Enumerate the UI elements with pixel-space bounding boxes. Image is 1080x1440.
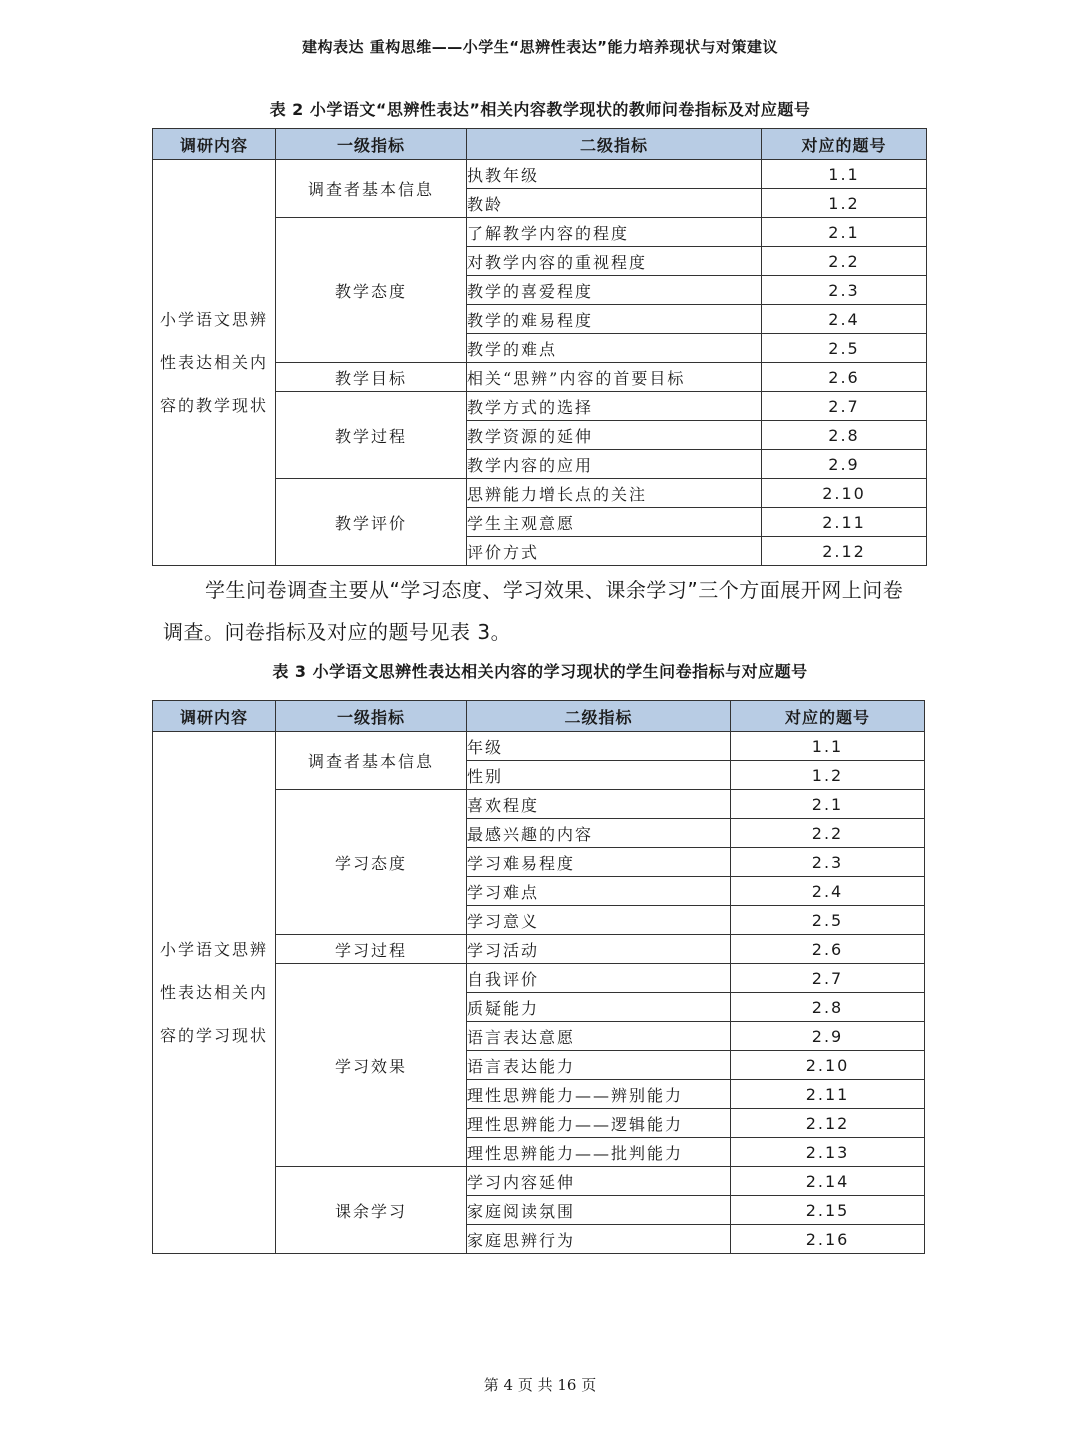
level2-indicator-cell: 教学的难点 bbox=[467, 334, 762, 363]
level1-indicator-cell: 教学态度 bbox=[276, 218, 467, 363]
level2-indicator-cell: 理性思辨能力——辨别能力 bbox=[467, 1080, 731, 1109]
level2-indicator-cell: 教学方式的选择 bbox=[467, 392, 762, 421]
column-header: 调研内容 bbox=[153, 129, 276, 160]
table-row bbox=[153, 732, 925, 761]
column-header: 一级指标 bbox=[276, 701, 467, 732]
column-header: 二级指标 bbox=[467, 129, 762, 160]
level2-indicator-cell: 执教年级 bbox=[467, 160, 762, 189]
table-row bbox=[153, 160, 927, 189]
body-paragraph bbox=[163, 569, 923, 653]
question-number-cell: 2.8 bbox=[762, 421, 927, 450]
level2-indicator-cell: 家庭思辨行为 bbox=[467, 1225, 731, 1254]
question-number-cell: 2.9 bbox=[762, 450, 927, 479]
level1-indicator-cell: 学习过程 bbox=[276, 935, 467, 964]
level1-indicator-cell: 学习效果 bbox=[276, 964, 467, 1167]
question-number-cell: 2.5 bbox=[731, 906, 925, 935]
level2-indicator-cell: 教学内容的应用 bbox=[467, 450, 762, 479]
paragraph-text: 学生问卷调查主要从“学习态度、学习效果、课余学习”三个方面展开网上问卷调查。问卷指标及对应的题号见表 3。 bbox=[163, 578, 904, 644]
level2-indicator-cell: 学习活动 bbox=[467, 935, 731, 964]
question-number-cell: 2.2 bbox=[731, 819, 925, 848]
question-number-cell: 2.10 bbox=[762, 479, 927, 508]
question-number-cell: 2.1 bbox=[731, 790, 925, 819]
level1-indicator-cell: 学习态度 bbox=[276, 790, 467, 935]
level1-indicator-cell: 调查者基本信息 bbox=[276, 160, 467, 218]
level2-indicator-cell: 语言表达意愿 bbox=[467, 1022, 731, 1051]
question-number-cell: 2.7 bbox=[762, 392, 927, 421]
question-number-cell: 2.6 bbox=[762, 363, 927, 392]
table2-caption: 表 2 小学语文“思辨性表达”相关内容教学现状的教师问卷指标及对应题号 bbox=[269, 100, 811, 119]
column-header: 二级指标 bbox=[467, 701, 731, 732]
level2-indicator-cell: 学生主观意愿 bbox=[467, 508, 762, 537]
level2-indicator-cell: 理性思辨能力——批判能力 bbox=[467, 1138, 731, 1167]
level2-indicator-cell: 语言表达能力 bbox=[467, 1051, 731, 1080]
question-number-cell: 2.4 bbox=[731, 877, 925, 906]
column-header: 一级指标 bbox=[276, 129, 467, 160]
question-number-cell: 2.12 bbox=[762, 537, 927, 566]
survey-category-cell: 小学语文思辨性表达相关内容的学习现状 bbox=[153, 732, 276, 1254]
level2-indicator-cell: 了解教学内容的程度 bbox=[467, 218, 762, 247]
question-number-cell: 2.9 bbox=[731, 1022, 925, 1051]
column-header: 对应的题号 bbox=[762, 129, 927, 160]
level1-indicator-cell: 调查者基本信息 bbox=[276, 732, 467, 790]
level2-indicator-cell: 自我评价 bbox=[467, 964, 731, 993]
level2-indicator-cell: 教学的喜爱程度 bbox=[467, 276, 762, 305]
question-number-cell: 1.2 bbox=[762, 189, 927, 218]
survey-category-cell: 小学语文思辨性表达相关内容的教学现状 bbox=[153, 160, 276, 566]
question-number-cell: 2.5 bbox=[762, 334, 927, 363]
level2-indicator-cell: 学习内容延伸 bbox=[467, 1167, 731, 1196]
level2-indicator-cell: 性别 bbox=[467, 761, 731, 790]
column-header: 调研内容 bbox=[153, 701, 276, 732]
question-number-cell: 2.10 bbox=[731, 1051, 925, 1080]
level1-indicator-cell: 教学评价 bbox=[276, 479, 467, 566]
question-number-cell: 2.7 bbox=[731, 964, 925, 993]
level1-indicator-cell: 教学目标 bbox=[276, 363, 467, 392]
question-number-cell: 2.16 bbox=[731, 1225, 925, 1254]
header-row bbox=[153, 701, 925, 732]
teacher-survey-table bbox=[152, 128, 927, 566]
level2-indicator-cell: 理性思辨能力——逻辑能力 bbox=[467, 1109, 731, 1138]
question-number-cell: 2.3 bbox=[762, 276, 927, 305]
column-header: 对应的题号 bbox=[731, 701, 925, 732]
question-number-cell: 2.11 bbox=[731, 1080, 925, 1109]
question-number-cell: 2.8 bbox=[731, 993, 925, 1022]
level1-indicator-cell: 课余学习 bbox=[276, 1167, 467, 1254]
question-number-cell: 2.15 bbox=[731, 1196, 925, 1225]
question-number-cell: 2.14 bbox=[731, 1167, 925, 1196]
table3-caption: 表 3 小学语文思辨性表达相关内容的学习现状的学生问卷指标与对应题号 bbox=[272, 662, 808, 681]
level2-indicator-cell: 相关“思辨”内容的首要目标 bbox=[467, 363, 762, 392]
level2-indicator-cell: 教学资源的延伸 bbox=[467, 421, 762, 450]
level2-indicator-cell: 年级 bbox=[467, 732, 731, 761]
level2-indicator-cell: 质疑能力 bbox=[467, 993, 731, 1022]
level2-indicator-cell: 学习难点 bbox=[467, 877, 731, 906]
question-number-cell: 2.11 bbox=[762, 508, 927, 537]
level2-indicator-cell: 对教学内容的重视程度 bbox=[467, 247, 762, 276]
level2-indicator-cell: 最感兴趣的内容 bbox=[467, 819, 731, 848]
question-number-cell: 2.2 bbox=[762, 247, 927, 276]
question-number-cell: 2.6 bbox=[731, 935, 925, 964]
page-footer: 第 4 页 共 16 页 bbox=[483, 1376, 597, 1394]
level2-indicator-cell: 评价方式 bbox=[467, 537, 762, 566]
header-row bbox=[153, 129, 927, 160]
level2-indicator-cell: 家庭阅读氛围 bbox=[467, 1196, 731, 1225]
question-number-cell: 2.12 bbox=[731, 1109, 925, 1138]
question-number-cell: 1.1 bbox=[762, 160, 927, 189]
level2-indicator-cell: 思辨能力增长点的关注 bbox=[467, 479, 762, 508]
question-number-cell: 2.3 bbox=[731, 848, 925, 877]
level2-indicator-cell: 喜欢程度 bbox=[467, 790, 731, 819]
level2-indicator-cell: 学习难易程度 bbox=[467, 848, 731, 877]
student-survey-table bbox=[152, 700, 925, 1254]
running-header: 建构表达 重构思维——小学生“思辨性表达”能力培养现状与对策建议 bbox=[302, 38, 778, 56]
level1-indicator-cell: 教学过程 bbox=[276, 392, 467, 479]
level2-indicator-cell: 教龄 bbox=[467, 189, 762, 218]
level2-indicator-cell: 教学的难易程度 bbox=[467, 305, 762, 334]
question-number-cell: 1.1 bbox=[731, 732, 925, 761]
question-number-cell: 2.1 bbox=[762, 218, 927, 247]
question-number-cell: 2.13 bbox=[731, 1138, 925, 1167]
question-number-cell: 2.4 bbox=[762, 305, 927, 334]
level2-indicator-cell: 学习意义 bbox=[467, 906, 731, 935]
question-number-cell: 1.2 bbox=[731, 761, 925, 790]
